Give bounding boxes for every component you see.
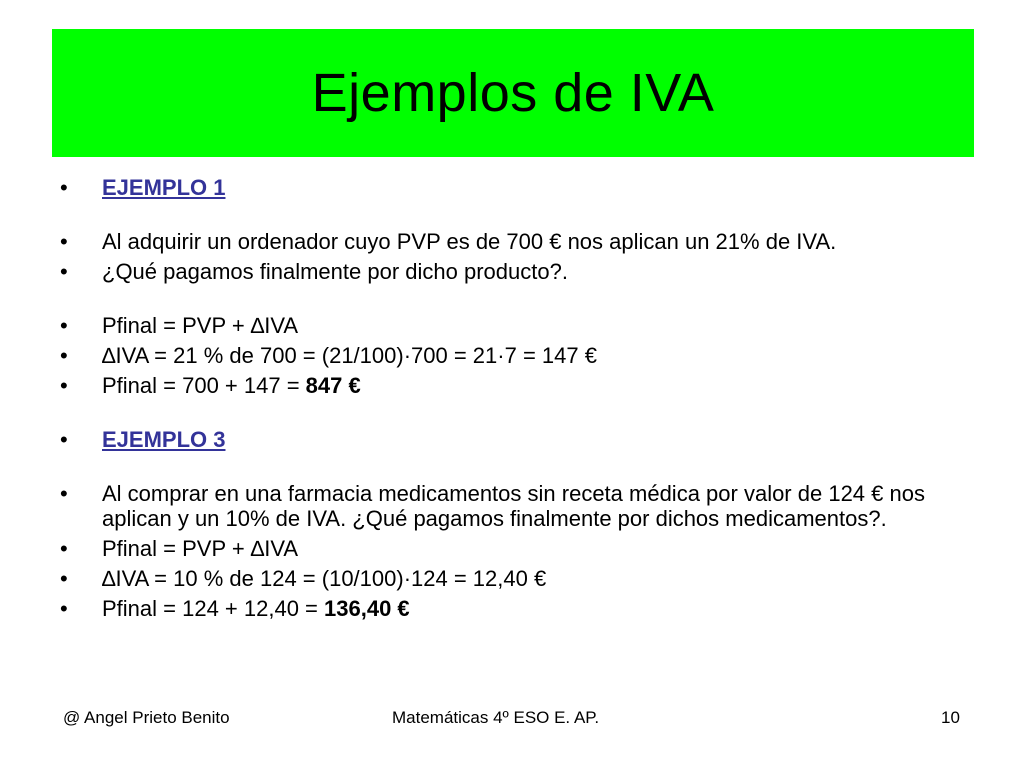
bullet-item-example1-formula: [60, 313, 980, 338]
bullet-item-example3-statement: [60, 481, 942, 531]
footer-author: @ Angel Prieto Benito: [63, 708, 230, 727]
bullet-icon: •: [60, 373, 68, 398]
example1-result-prefix: Pfinal = 700 + 147 =: [102, 373, 306, 398]
bullet-icon: •: [60, 259, 68, 284]
example3-statement: Al comprar en una farmacia medicamentos sin receta médica por valor de 124 € nos aplican y un 10% de IVA. ¿Qué pagamos finalmente por dichos medicamentos?.: [102, 481, 925, 531]
bullet-item-example3-iva-calc: [60, 566, 980, 591]
bullet-item-example1-statement-2: [60, 259, 980, 284]
example1-result-value: 847 €: [305, 373, 361, 398]
bullet-item-example3-result: [60, 596, 980, 621]
bullet-item-example3-formula: [60, 536, 980, 561]
slide-title: Ejemplos de IVA: [311, 63, 715, 123]
example3-formula: Pfinal = PVP + ∆IVA: [102, 536, 299, 561]
example1-iva-calc: ∆IVA = 21 % de 700 = (21/100)·700 = 21·7 = 147 €: [102, 343, 597, 368]
example3-result-prefix: Pfinal = 124 + 12,40 =: [102, 596, 325, 621]
footer-page-number: 10: [941, 708, 960, 727]
bullet-icon: •: [60, 175, 68, 200]
bullet-icon: •: [60, 566, 68, 591]
example1-statement-2: ¿Qué pagamos finalmente por dicho producto?.: [102, 259, 568, 284]
bullet-item-example1-heading: [60, 175, 980, 200]
footer-course: Matemáticas 4º ESO E. AP.: [392, 708, 600, 727]
bullet-icon: •: [60, 229, 68, 254]
bullet-item-example1-statement-1: [60, 229, 980, 254]
example1-formula: Pfinal = PVP + ∆IVA: [102, 313, 299, 338]
example1-heading: EJEMPLO 1: [102, 175, 226, 200]
title-bar: [52, 29, 974, 157]
bullet-icon: •: [60, 343, 68, 368]
example3-result-value: 136,40 €: [324, 596, 410, 621]
bullet-icon: •: [60, 481, 68, 506]
bullet-item-example1-iva-calc: [60, 343, 980, 368]
bullet-item-example1-result: [60, 373, 980, 398]
example1-statement-1: Al adquirir un ordenador cuyo PVP es de 700 € nos aplican un 21% de IVA.: [102, 229, 837, 254]
slide-content: [60, 175, 980, 621]
example3-iva-calc: ∆IVA = 10 % de 124 = (10/100)·124 = 12,40 €: [102, 566, 547, 591]
bullet-item-example3-heading: [60, 427, 980, 452]
bullet-icon: •: [60, 427, 68, 452]
bullet-icon: •: [60, 313, 68, 338]
bullet-icon: •: [60, 596, 68, 621]
bullet-icon: •: [60, 536, 68, 561]
example3-heading: EJEMPLO 3: [102, 427, 226, 452]
